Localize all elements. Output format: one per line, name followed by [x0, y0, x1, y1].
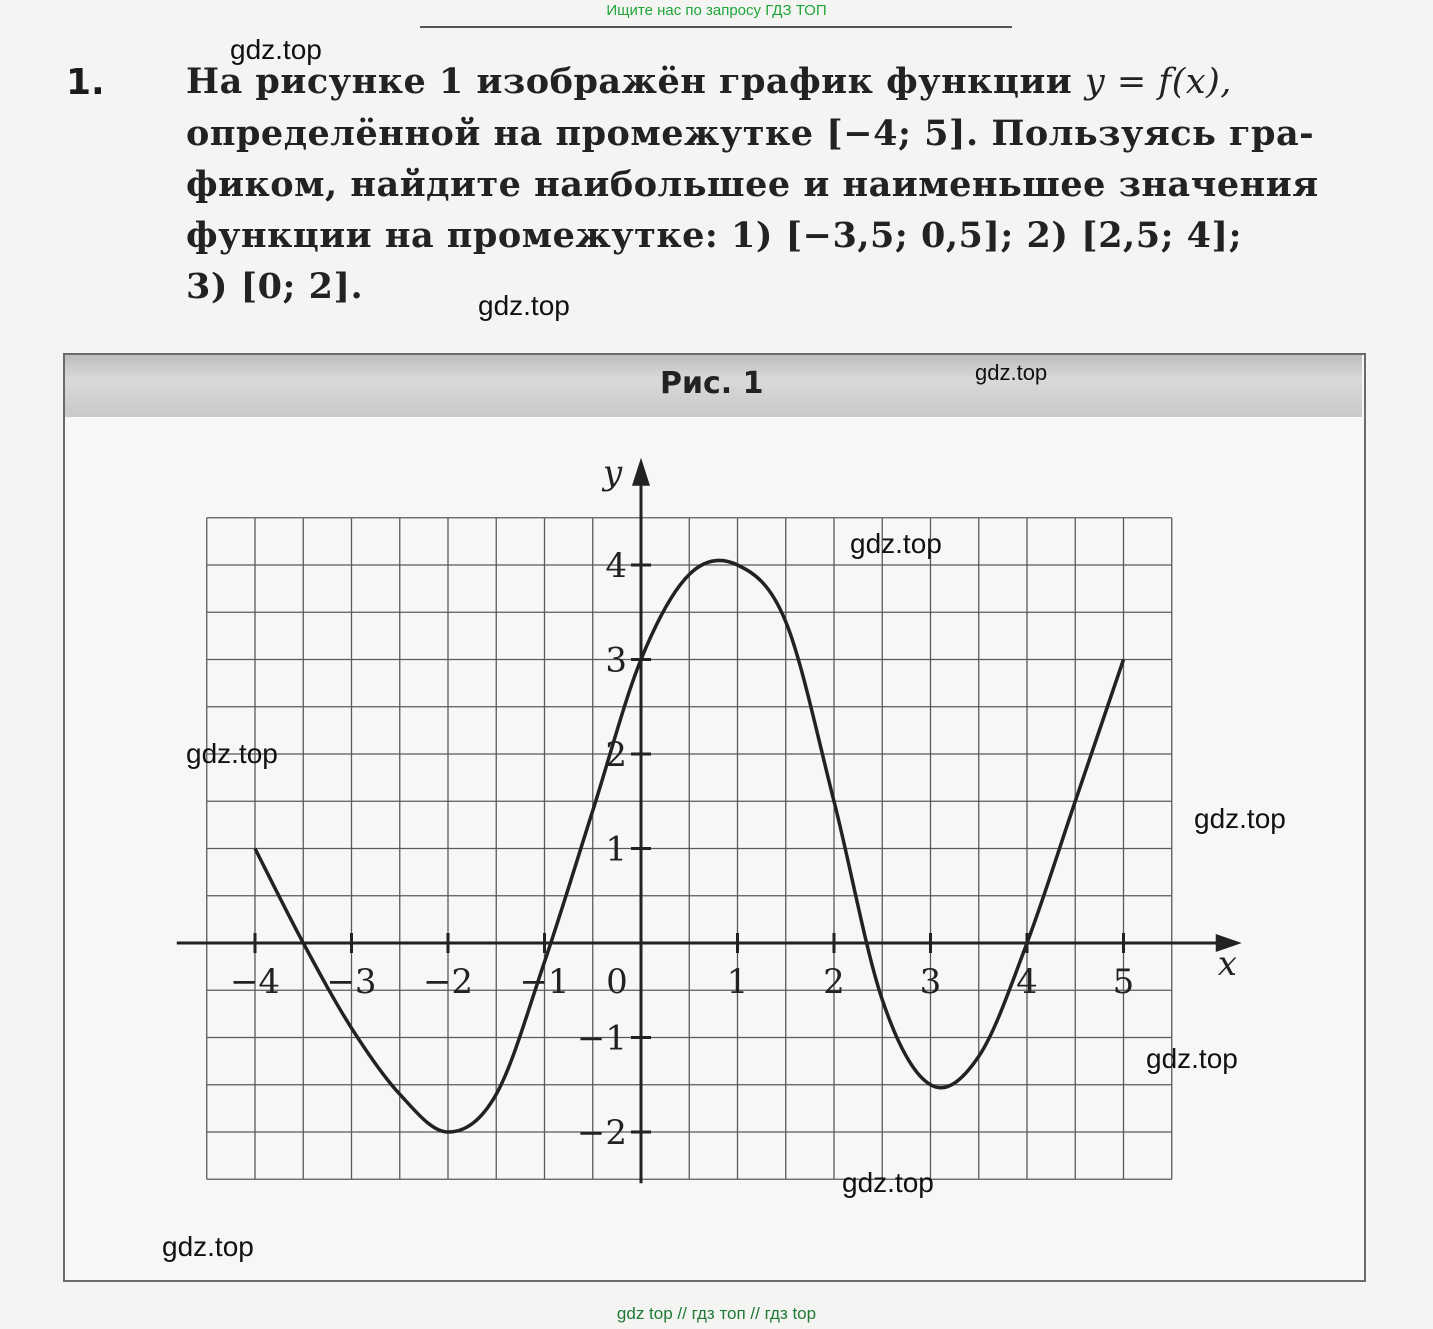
- search-hint-link[interactable]: Ищите нас по запросу ГДЗ ТОП: [606, 2, 827, 19]
- watermark: gdz.top: [230, 34, 322, 65]
- x-tick-label: 1: [726, 962, 749, 1002]
- watermark: gdz.top: [186, 738, 278, 769]
- y-tick-label: −2: [576, 1113, 627, 1153]
- task-number: 1.: [66, 62, 105, 103]
- watermark: gdz.top: [850, 528, 942, 559]
- task-line-4: функции на промежутке: 1) [−3,5; 0,5]; 2) [2,5; 4];: [186, 215, 1243, 256]
- x-tick-label: 0: [606, 962, 628, 1002]
- task-line-5: 3) [0; 2].: [186, 266, 364, 307]
- x-tick-label: 3: [919, 962, 942, 1002]
- y-tick-label: 3: [605, 640, 627, 681]
- footer-links[interactable]: gdz top // гдз топ // гдз top: [616, 1304, 817, 1323]
- y-tick-label: 2: [605, 735, 627, 775]
- y-tick-label: 1: [605, 829, 627, 870]
- watermark: gdz.top: [1194, 803, 1286, 834]
- task-line-1-text: На рисунке 1 изображён график функции: [186, 61, 1085, 102]
- x-tick-label: 5: [1112, 962, 1135, 1002]
- y-tick-label: 4: [605, 546, 627, 586]
- watermark: gdz.top: [842, 1167, 934, 1198]
- figure-title: Рис. 1: [660, 366, 764, 401]
- x-tick-label: −3: [326, 962, 377, 1002]
- y-axis-arrow: [632, 458, 650, 486]
- function-notation: y = f(x),: [1084, 62, 1232, 102]
- y-tick-label: −1: [576, 1018, 627, 1059]
- watermark: gdz.top: [1146, 1043, 1238, 1074]
- x-tick-label: 2: [823, 962, 845, 1002]
- x-axis-label: x: [1217, 944, 1237, 984]
- x-tick-label: 4: [1016, 962, 1038, 1002]
- x-tick-label: −1: [519, 962, 570, 1002]
- x-tick-label: −4: [229, 962, 281, 1002]
- y-axis-label: y: [603, 452, 623, 493]
- x-tick-label: −2: [422, 962, 474, 1002]
- task-line-2: определённой на промежутке [−4; 5]. Пользуясь гра-: [186, 113, 1315, 154]
- task-line-3: фиком, найдите наибольшее и наименьшее значения: [186, 164, 1319, 205]
- watermark: gdz.top: [478, 290, 570, 321]
- watermark: gdz.top: [975, 360, 1048, 385]
- watermark: gdz.top: [162, 1231, 254, 1262]
